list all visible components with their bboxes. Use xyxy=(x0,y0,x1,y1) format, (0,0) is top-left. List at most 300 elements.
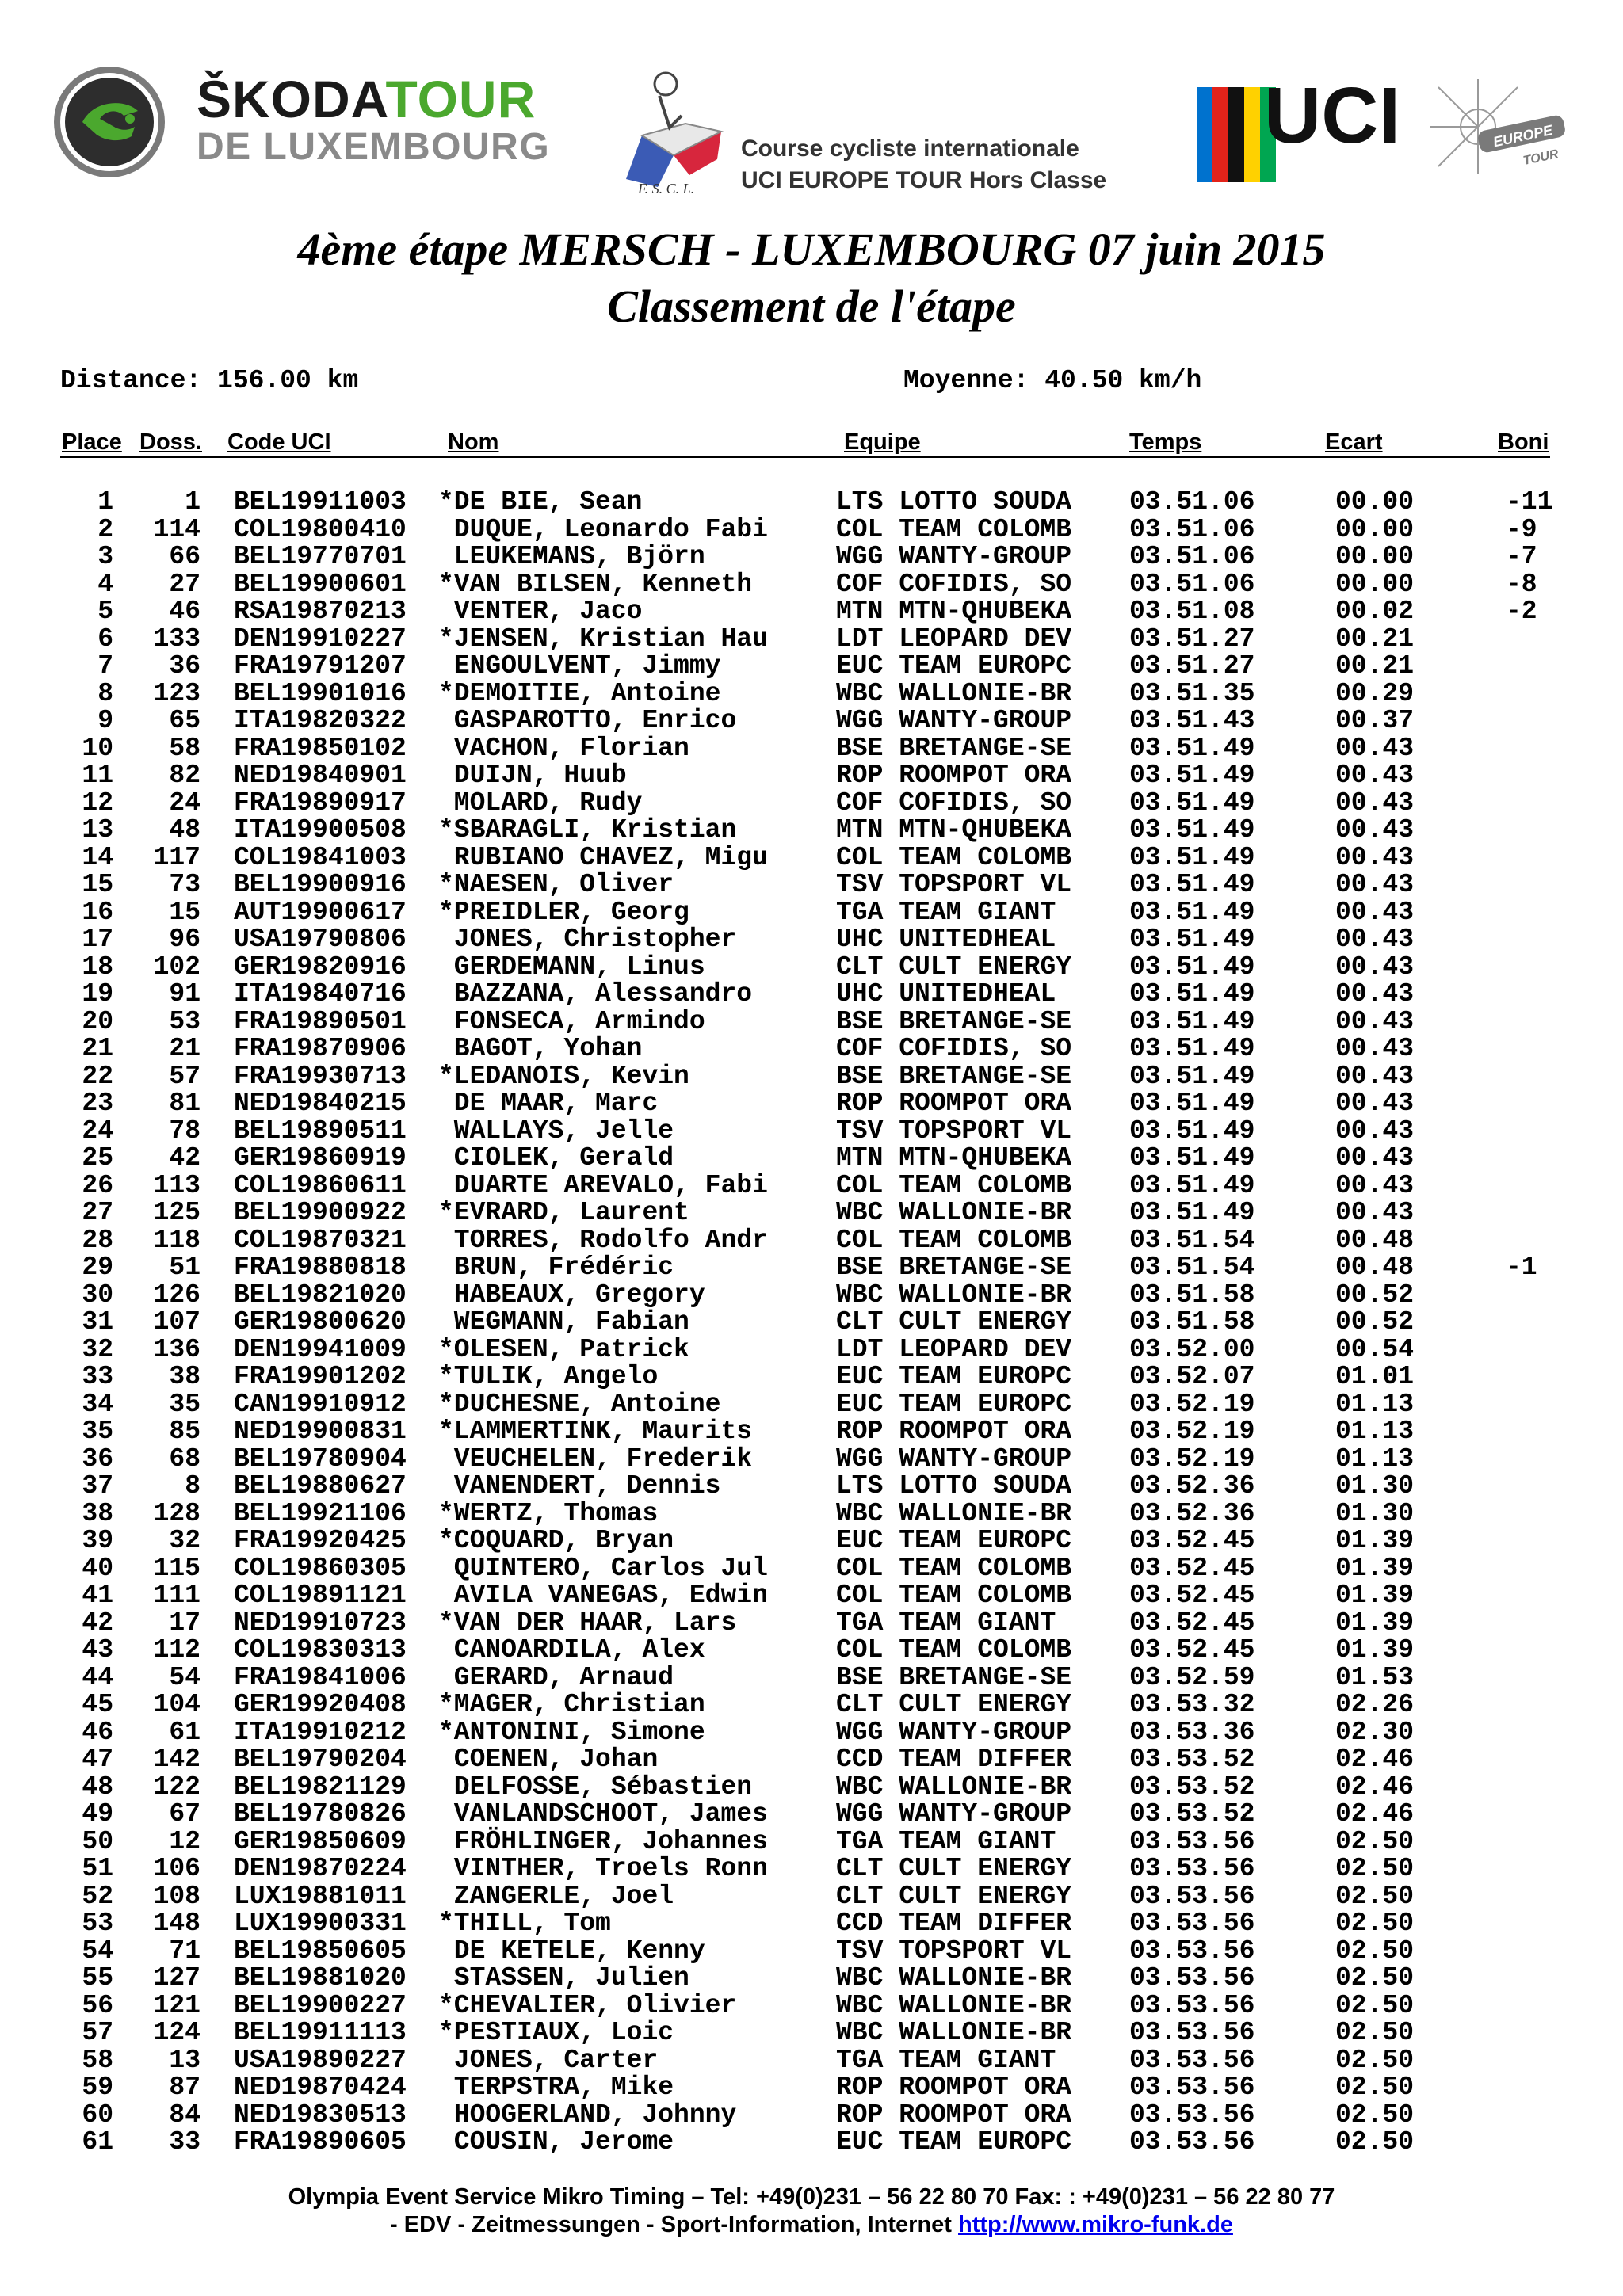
cell-team: ROP ROOMPOT ORA xyxy=(836,2100,1072,2130)
cell-time: 03.52.45 xyxy=(1129,1608,1255,1638)
brand-title xyxy=(197,70,551,170)
cell-time: 03.51.58 xyxy=(1129,1307,1255,1337)
cell-time: 03.51.49 xyxy=(1129,897,1255,927)
cell-ecart: 00.00 xyxy=(1335,487,1415,517)
cell-name: RUBIANO CHAVEZ, Migu xyxy=(438,842,768,872)
cell-code: AUT19900617 xyxy=(234,897,407,927)
cell-code: FRA19850102 xyxy=(234,733,407,763)
brand-skoda: ŠKODA xyxy=(197,70,386,128)
cell-boni: -7 xyxy=(1506,542,1537,571)
cell-team: EUC TEAM EUROPC xyxy=(836,651,1072,681)
cell-team: WBC WALLONIE-BR xyxy=(836,1198,1072,1227)
cell-name: AVILA VANEGAS, Edwin xyxy=(438,1581,768,1610)
table-row xyxy=(0,2129,1623,2157)
table-row xyxy=(0,1118,1623,1146)
cell-doss: 123 xyxy=(153,678,200,708)
table-row xyxy=(0,735,1623,763)
cell-team: COF COFIDIS, SO xyxy=(836,569,1072,599)
cell-name: COUSIN, Jerome xyxy=(438,2127,674,2157)
cell-name: BRUN, Frédéric xyxy=(438,1253,674,1282)
cell-place: 42 xyxy=(82,1608,113,1638)
cell-name: *PESTIAUX, Loic xyxy=(438,2018,674,2047)
cell-time: 03.51.08 xyxy=(1129,597,1255,626)
cell-ecart: 00.43 xyxy=(1335,897,1415,927)
cell-time: 03.52.36 xyxy=(1129,1471,1255,1501)
cell-place: 9 xyxy=(97,706,113,735)
cell-ecart: 00.43 xyxy=(1335,761,1415,790)
cell-time: 03.51.49 xyxy=(1129,925,1255,954)
cell-place: 16 xyxy=(82,897,113,927)
cell-place: 13 xyxy=(82,815,113,845)
cell-time: 03.51.49 xyxy=(1129,733,1255,763)
cell-team: UHC UNITEDHEAL xyxy=(836,979,1056,1009)
cell-ecart: 02.50 xyxy=(1335,1909,1415,1938)
cell-time: 03.51.49 xyxy=(1129,1034,1255,1063)
cell-place: 51 xyxy=(82,1854,113,1883)
cell-doss: 67 xyxy=(169,1799,200,1829)
cell-team: COF COFIDIS, SO xyxy=(836,1034,1072,1063)
cell-time: 03.53.56 xyxy=(1129,2100,1255,2130)
table-row xyxy=(0,1910,1623,1938)
cell-name: TERPSTRA, Mike xyxy=(438,2073,674,2102)
cell-ecart: 02.30 xyxy=(1335,1717,1415,1747)
cell-time: 03.51.06 xyxy=(1129,514,1255,544)
cell-name: WALLAYS, Jelle xyxy=(438,1116,674,1146)
table-row xyxy=(0,571,1623,599)
cell-time: 03.53.52 xyxy=(1129,1772,1255,1802)
cell-team: ROP ROOMPOT ORA xyxy=(836,2073,1072,2102)
cell-time: 03.51.06 xyxy=(1129,542,1255,571)
cell-place: 54 xyxy=(82,1936,113,1966)
cell-ecart: 00.54 xyxy=(1335,1334,1415,1364)
cell-place: 58 xyxy=(82,2045,113,2075)
cell-doss: 85 xyxy=(169,1417,200,1446)
cell-place: 40 xyxy=(82,1553,113,1583)
cell-place: 19 xyxy=(82,979,113,1009)
cell-ecart: 02.46 xyxy=(1335,1745,1415,1774)
cell-doss: 81 xyxy=(169,1089,200,1118)
cell-place: 56 xyxy=(82,1990,113,2020)
cell-team: UHC UNITEDHEAL xyxy=(836,925,1056,954)
cell-code: BEL19821020 xyxy=(234,1280,407,1310)
cell-time: 03.51.49 xyxy=(1129,761,1255,790)
cell-code: GER19800620 xyxy=(234,1307,407,1337)
cell-ecart: 01.13 xyxy=(1335,1444,1415,1474)
cell-place: 6 xyxy=(97,624,113,654)
cell-name: QUINTERO, Carlos Jul xyxy=(438,1553,768,1583)
cell-name: *LEDANOIS, Kevin xyxy=(438,1061,689,1091)
cell-doss: 12 xyxy=(169,1826,200,1856)
cell-name: BAZZANA, Alessandro xyxy=(438,979,753,1009)
cell-doss: 35 xyxy=(169,1389,200,1419)
cell-ecart: 00.29 xyxy=(1335,678,1415,708)
cell-code: FRA19841006 xyxy=(234,1662,407,1692)
table-row xyxy=(0,981,1623,1009)
cell-code: GER19920408 xyxy=(234,1690,407,1719)
table-row xyxy=(0,1006,1623,1036)
cell-code: FRA19901202 xyxy=(234,1362,407,1391)
uci-tour-text: TOUR xyxy=(1522,147,1560,169)
cell-doss: 42 xyxy=(169,1143,200,1173)
cell-place: 41 xyxy=(82,1581,113,1610)
cell-team: COL TEAM COLOMB xyxy=(836,1225,1072,1255)
cell-name: VACHON, Florian xyxy=(438,733,689,763)
cell-ecart: 02.50 xyxy=(1335,2127,1415,2157)
cell-doss: 106 xyxy=(153,1854,200,1883)
cell-name: *THILL, Tom xyxy=(438,1909,611,1938)
cell-code: BEL19911113 xyxy=(234,2018,407,2047)
cell-ecart: 00.21 xyxy=(1335,624,1415,654)
cell-time: 03.51.49 xyxy=(1129,979,1255,1009)
cell-code: FRA19870906 xyxy=(234,1034,407,1063)
cell-place: 43 xyxy=(82,1635,113,1665)
cell-team: MTN MTN-QHUBEKA xyxy=(836,815,1072,845)
cell-doss: 125 xyxy=(153,1198,200,1227)
table-row xyxy=(0,1498,1623,1528)
cell-time: 03.52.45 xyxy=(1129,1526,1255,1555)
table-row xyxy=(0,1309,1623,1337)
cell-time: 03.51.49 xyxy=(1129,788,1255,818)
cell-team: BSE BRETANGE-SE xyxy=(836,1006,1072,1036)
cell-ecart: 00.37 xyxy=(1335,706,1415,735)
cell-team: WBC WALLONIE-BR xyxy=(836,1772,1072,1802)
cell-ecart: 00.43 xyxy=(1335,1089,1415,1118)
cell-name: *VAN BILSEN, Kenneth xyxy=(438,569,753,599)
cell-place: 27 xyxy=(82,1198,113,1227)
table-row xyxy=(0,1883,1623,1911)
cell-code: NED19830513 xyxy=(234,2100,407,2130)
table-row xyxy=(0,790,1623,818)
cell-doss: 54 xyxy=(169,1662,200,1692)
footer-services-text: - EDV - Zeitmessungen - Sport-Information, Internet xyxy=(390,2212,959,2237)
cell-team: EUC TEAM EUROPC xyxy=(836,1389,1072,1419)
cell-code: BEL19821129 xyxy=(234,1772,407,1802)
cell-name: BAGOT, Yohan xyxy=(438,1034,643,1063)
cell-name: DUIJN, Huub xyxy=(438,761,627,790)
cell-name: *NAESEN, Oliver xyxy=(438,870,674,899)
cell-doss: 32 xyxy=(169,1526,200,1555)
cell-code: NED19910723 xyxy=(234,1608,407,1638)
cell-doss: 65 xyxy=(169,706,200,735)
cell-doss: 114 xyxy=(153,514,200,544)
cell-code: BEL19770701 xyxy=(234,542,407,571)
table-row xyxy=(0,514,1623,544)
cell-place: 21 xyxy=(82,1034,113,1063)
cell-time: 03.53.56 xyxy=(1129,2018,1255,2047)
cell-code: FRA19791207 xyxy=(234,651,407,681)
cell-doss: 118 xyxy=(153,1225,200,1255)
cell-doss: 71 xyxy=(169,1936,200,1966)
cell-place: 61 xyxy=(82,2127,113,2157)
cell-place: 10 xyxy=(82,733,113,763)
cell-ecart: 00.00 xyxy=(1335,569,1415,599)
table-row xyxy=(0,1826,1623,1856)
cell-name: HOOGERLAND, Johnny xyxy=(438,2100,737,2130)
table-row xyxy=(0,543,1623,571)
cell-ecart: 01.39 xyxy=(1335,1635,1415,1665)
cell-ecart: 01.30 xyxy=(1335,1471,1415,1501)
cell-name: *ANTONINI, Simone xyxy=(438,1717,705,1747)
table-row xyxy=(0,1145,1623,1173)
cell-code: RSA19870213 xyxy=(234,597,407,626)
cell-team: LTS LOTTO SOUDA xyxy=(836,487,1072,517)
table-row xyxy=(0,1662,1623,1692)
cell-place: 53 xyxy=(82,1909,113,1938)
cell-name: VEUCHELEN, Frederik xyxy=(438,1444,753,1474)
table-row xyxy=(0,1527,1623,1555)
cell-team: WGG WANTY-GROUP xyxy=(836,1717,1072,1747)
cell-team: COL TEAM COLOMB xyxy=(836,842,1072,872)
cell-ecart: 00.43 xyxy=(1335,870,1415,899)
cell-ecart: 00.21 xyxy=(1335,651,1415,681)
cell-doss: 148 xyxy=(153,1909,200,1938)
fscl-logo-icon xyxy=(610,60,737,195)
header-divider xyxy=(60,456,1550,458)
course-line1: Course cycliste internationale xyxy=(741,135,1079,162)
cell-code: BEL19900916 xyxy=(234,870,407,899)
cell-ecart: 00.52 xyxy=(1335,1280,1415,1310)
cell-place: 34 xyxy=(82,1389,113,1419)
cell-doss: 51 xyxy=(169,1253,200,1282)
footer-link[interactable]: http://www.mikro-funk.de xyxy=(958,2212,1233,2237)
cell-ecart: 01.13 xyxy=(1335,1389,1415,1419)
cell-place: 37 xyxy=(82,1471,113,1501)
cell-name: DE KETELE, Kenny xyxy=(438,1936,705,1966)
cell-name: *MAGER, Christian xyxy=(438,1690,705,1719)
cell-team: WBC WALLONIE-BR xyxy=(836,1280,1072,1310)
cell-team: COL TEAM COLOMB xyxy=(836,1170,1072,1200)
cell-name: JONES, Carter xyxy=(438,2045,659,2075)
cell-name: *PREIDLER, Georg xyxy=(438,897,689,927)
brand-tour: TOUR xyxy=(385,70,537,128)
cell-code: GER19860919 xyxy=(234,1143,407,1173)
col-place-header: Place xyxy=(62,429,122,455)
cell-team: WGG WANTY-GROUP xyxy=(836,1444,1072,1474)
cell-doss: 111 xyxy=(153,1581,200,1610)
cell-name: DUQUE, Leonardo Fabi xyxy=(438,514,768,544)
cell-doss: 127 xyxy=(153,1963,200,1993)
table-row xyxy=(0,1965,1623,1993)
cell-ecart: 01.01 xyxy=(1335,1362,1415,1391)
cell-name: *EVRARD, Laurent xyxy=(438,1198,689,1227)
cell-ecart: 00.43 xyxy=(1335,1143,1415,1173)
cell-time: 03.52.45 xyxy=(1129,1581,1255,1610)
cell-doss: 112 xyxy=(153,1635,200,1665)
course-line2: UCI EUROPE TOUR Hors Classe xyxy=(741,167,1107,193)
cell-code: COL19841003 xyxy=(234,842,407,872)
table-row xyxy=(0,1855,1623,1883)
cell-code: GER19820916 xyxy=(234,952,407,982)
cell-code: BEL19890511 xyxy=(234,1116,407,1146)
cell-team: TSV TOPSPORT VL xyxy=(836,870,1072,899)
cell-doss: 66 xyxy=(169,542,200,571)
cell-team: ROP ROOMPOT ORA xyxy=(836,761,1072,790)
cell-doss: 133 xyxy=(153,624,200,654)
cell-doss: 24 xyxy=(169,788,200,818)
cell-time: 03.51.35 xyxy=(1129,678,1255,708)
cell-doss: 38 xyxy=(169,1362,200,1391)
cell-ecart: 00.43 xyxy=(1335,788,1415,818)
cell-code: NED19870424 xyxy=(234,2073,407,2102)
cell-team: COL TEAM COLOMB xyxy=(836,514,1072,544)
cell-place: 5 xyxy=(97,597,113,626)
table-row xyxy=(0,2074,1623,2102)
cell-code: FRA19920425 xyxy=(234,1526,407,1555)
cell-code: ITA19900508 xyxy=(234,815,407,845)
cell-name: MOLARD, Rudy xyxy=(438,788,643,818)
cell-ecart: 02.50 xyxy=(1335,1963,1415,1993)
cell-team: TGA TEAM GIANT xyxy=(836,1608,1056,1638)
cell-team: TGA TEAM GIANT xyxy=(836,2045,1056,2075)
cell-ecart: 00.43 xyxy=(1335,952,1415,982)
cell-doss: 124 xyxy=(153,2018,200,2047)
table-row xyxy=(0,954,1623,982)
cell-ecart: 00.43 xyxy=(1335,925,1415,954)
cell-place: 22 xyxy=(82,1061,113,1091)
cell-code: DEN19941009 xyxy=(234,1334,407,1364)
table-row xyxy=(0,707,1623,735)
cell-team: WGG WANTY-GROUP xyxy=(836,542,1072,571)
cell-name: JONES, Christopher xyxy=(438,925,737,954)
cell-doss: 8 xyxy=(185,1471,200,1501)
cell-team: COL TEAM COLOMB xyxy=(836,1581,1072,1610)
cell-doss: 84 xyxy=(169,2100,200,2130)
cell-name: DELFOSSE, Sébastien xyxy=(438,1772,753,1802)
table-row xyxy=(0,1637,1623,1665)
table-row xyxy=(0,842,1623,872)
cell-code: BEL19921106 xyxy=(234,1498,407,1528)
cell-time: 03.51.06 xyxy=(1129,569,1255,599)
cell-name: VENTER, Jaco xyxy=(438,597,643,626)
cell-time: 03.52.36 xyxy=(1129,1498,1255,1528)
cell-ecart: 00.43 xyxy=(1335,1034,1415,1063)
cell-team: TGA TEAM GIANT xyxy=(836,897,1056,927)
cell-ecart: 02.50 xyxy=(1335,2100,1415,2130)
table-row xyxy=(0,1990,1623,2020)
cell-code: NED19840901 xyxy=(234,761,407,790)
cell-ecart: 02.46 xyxy=(1335,1772,1415,1802)
cell-team: WBC WALLONIE-BR xyxy=(836,2018,1072,2047)
col-doss-header: Doss. xyxy=(139,429,202,455)
cell-doss: 91 xyxy=(169,979,200,1009)
cell-boni: -11 xyxy=(1506,487,1553,517)
cell-time: 03.53.56 xyxy=(1129,2045,1255,2075)
cell-ecart: 01.53 xyxy=(1335,1662,1415,1692)
cell-ecart: 00.43 xyxy=(1335,1006,1415,1036)
cell-doss: 36 xyxy=(169,651,200,681)
cell-place: 1 xyxy=(97,487,113,517)
cell-name: *COQUARD, Bryan xyxy=(438,1526,674,1555)
cell-code: FRA19930713 xyxy=(234,1061,407,1091)
cell-time: 03.51.49 xyxy=(1129,1089,1255,1118)
cell-boni: -8 xyxy=(1506,569,1537,599)
cell-doss: 107 xyxy=(153,1307,200,1337)
cell-name: GERDEMANN, Linus xyxy=(438,952,705,982)
cell-name: *DUCHESNE, Antoine xyxy=(438,1389,721,1419)
cell-team: WBC WALLONIE-BR xyxy=(836,1498,1072,1528)
footer-services xyxy=(0,2210,1623,2239)
cell-team: LDT LEOPARD DEV xyxy=(836,1334,1072,1364)
cell-name: CIOLEK, Gerald xyxy=(438,1143,674,1173)
col-boni-header: Boni xyxy=(1498,429,1549,455)
cell-boni: -1 xyxy=(1506,1253,1537,1282)
cell-name: FONSECA, Armindo xyxy=(438,1006,705,1036)
cell-time: 03.51.49 xyxy=(1129,1116,1255,1146)
table-row xyxy=(0,1418,1623,1446)
cell-place: 15 xyxy=(82,870,113,899)
cell-name: *DE BIE, Sean xyxy=(438,487,643,517)
cell-time: 03.52.45 xyxy=(1129,1553,1255,1583)
cell-name: *LAMMERTINK, Maurits xyxy=(438,1417,753,1446)
cell-time: 03.51.54 xyxy=(1129,1225,1255,1255)
table-row xyxy=(0,1063,1623,1091)
cell-place: 12 xyxy=(82,788,113,818)
cell-place: 50 xyxy=(82,1826,113,1856)
cell-place: 47 xyxy=(82,1745,113,1774)
cell-name: ZANGERLE, Joel xyxy=(438,1881,674,1911)
cell-team: CLT CULT ENERGY xyxy=(836,1854,1072,1883)
table-row xyxy=(0,762,1623,790)
cell-doss: 142 xyxy=(153,1745,200,1774)
cell-ecart: 02.46 xyxy=(1335,1799,1415,1829)
cell-name: ENGOULVENT, Jimmy xyxy=(438,651,721,681)
cell-ecart: 00.43 xyxy=(1335,1198,1415,1227)
cell-doss: 122 xyxy=(153,1772,200,1802)
cell-place: 7 xyxy=(97,651,113,681)
cell-doss: 17 xyxy=(169,1608,200,1638)
cell-ecart: 00.43 xyxy=(1335,1170,1415,1200)
cell-code: DEN19910227 xyxy=(234,624,407,654)
table-row xyxy=(0,1801,1623,1829)
cell-doss: 57 xyxy=(169,1061,200,1091)
cell-time: 03.52.45 xyxy=(1129,1635,1255,1665)
cell-code: COL19860611 xyxy=(234,1170,407,1200)
cell-doss: 15 xyxy=(169,897,200,927)
cell-time: 03.53.56 xyxy=(1129,1854,1255,1883)
cell-place: 3 xyxy=(97,542,113,571)
cell-code: ITA19840716 xyxy=(234,979,407,1009)
table-row xyxy=(0,1227,1623,1255)
cell-time: 03.51.49 xyxy=(1129,952,1255,982)
cell-place: 20 xyxy=(82,1006,113,1036)
cell-doss: 46 xyxy=(169,597,200,626)
cell-time: 03.51.49 xyxy=(1129,870,1255,899)
cell-ecart: 02.50 xyxy=(1335,2073,1415,2102)
table-row xyxy=(0,678,1623,708)
table-row xyxy=(0,1610,1623,1638)
cell-ecart: 01.30 xyxy=(1335,1498,1415,1528)
cell-time: 03.51.49 xyxy=(1129,1170,1255,1200)
cell-team: BSE BRETANGE-SE xyxy=(836,1253,1072,1282)
cell-doss: 104 xyxy=(153,1690,200,1719)
cell-doss: 87 xyxy=(169,2073,200,2102)
table-row xyxy=(0,626,1623,654)
cell-doss: 115 xyxy=(153,1553,200,1583)
cell-code: COL19830313 xyxy=(234,1635,407,1665)
cell-place: 23 xyxy=(82,1089,113,1118)
cell-name: HABEAUX, Gregory xyxy=(438,1280,705,1310)
cell-place: 29 xyxy=(82,1253,113,1282)
cell-name: *TULIK, Angelo xyxy=(438,1362,659,1391)
cell-place: 59 xyxy=(82,2073,113,2102)
cell-team: TGA TEAM GIANT xyxy=(836,1826,1056,1856)
cell-team: WBC WALLONIE-BR xyxy=(836,1963,1072,1993)
cell-code: BEL19880627 xyxy=(234,1471,407,1501)
cell-name: VANLANDSCHOOT, James xyxy=(438,1799,768,1829)
table-row xyxy=(0,1254,1623,1282)
table-row xyxy=(0,1170,1623,1200)
cell-doss: 128 xyxy=(153,1498,200,1528)
